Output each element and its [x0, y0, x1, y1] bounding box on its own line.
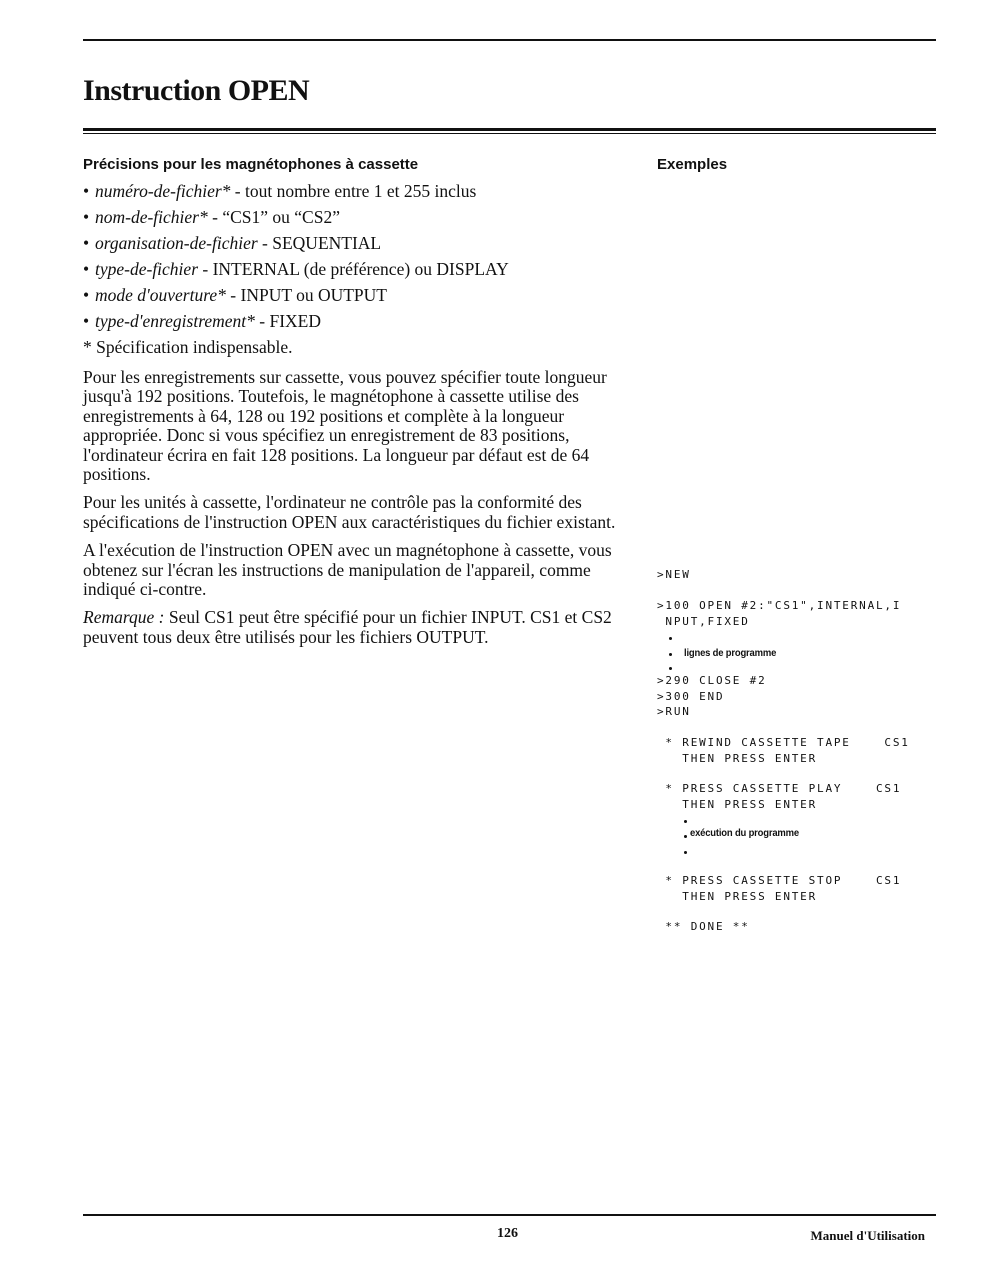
manual-title: Manuel d'Utilisation: [810, 1228, 925, 1243]
spec-term: type-d'enregistrement*: [95, 311, 255, 331]
examples-column: [657, 155, 957, 933]
bullet-icon: •: [83, 311, 90, 331]
section-heading: Précisions pour les magnétophones à cassette: [83, 156, 419, 173]
note-program-lines: lignes de programme: [684, 647, 777, 659]
page-number: 126: [497, 1226, 518, 1241]
spec-item-open-mode: [83, 282, 623, 308]
spec-item-file-organization: [83, 230, 623, 256]
title-rule: [83, 128, 936, 131]
spec-text: - tout nombre entre 1 et 255 inclus: [230, 181, 477, 201]
spec-text: - FIXED: [254, 311, 322, 331]
spec-text: - “CS1” ou “CS2”: [207, 207, 340, 227]
spec-text: - INPUT ou OUTPUT: [225, 285, 387, 305]
code-stop-prompt: * PRESS CASSETTE STOP CS1 THEN PRESS ENTER: [665, 874, 902, 903]
spec-term: organisation-de-fichier: [95, 233, 258, 253]
bullet-icon: •: [83, 207, 90, 227]
spec-item-file-type: [83, 256, 623, 282]
spec-text: - SEQUENTIAL: [257, 233, 382, 253]
spec-item-record-type: [83, 308, 623, 334]
ellipsis-dot: [684, 820, 687, 823]
code-rewind-prompt: * REWIND CASSETTE TAPE CS1 THEN PRESS ENTER: [665, 736, 910, 765]
ellipsis-dot: [684, 835, 687, 838]
code-play-prompt: * PRESS CASSETTE PLAY CS1 THEN PRESS ENTER: [665, 782, 902, 811]
bullet-icon: •: [83, 259, 90, 279]
ellipsis-dot: [669, 637, 672, 640]
bullet-icon: •: [83, 285, 90, 305]
required-note: * Spécification indispensable.: [83, 337, 293, 357]
spec-item-file-name: [83, 204, 623, 230]
spec-term: type-de-fichier: [95, 259, 199, 279]
spec-item-file-number: [83, 178, 623, 204]
paragraph-conformity: Pour les unités à cassette, l'ordinateur ne contrôle pas la conformité des spécifications de l'instruction OPEN aux caractéristiques du fichier existant.: [83, 492, 616, 532]
code-close-end-run: >290 CLOSE #2 >300 END >RUN: [657, 674, 767, 718]
title-rule-thin: [83, 133, 936, 134]
ellipsis-dot: [669, 653, 672, 656]
cassette-section: [83, 155, 623, 656]
examples-heading: Exemples: [657, 156, 728, 173]
paragraph-record-length: Pour les enregistrements sur cassette, vous pouvez spécifier toute longueur jusqu'à 192 positions. Toutefois, le magnétophone à cassette utilise des enregistrements à 64, 128 ou 192 positions et complète à la longueur appropriée. Donc si vous spécifiez un enregistrement de 83 positions, l'ordinateur écrira en fait 128 positions. La longueur par défaut est de 64 positions.: [83, 367, 607, 485]
footer-rule: [83, 1214, 936, 1216]
remark-label: Remarque :: [83, 607, 165, 628]
note-program-execution: exécution du programme: [690, 827, 799, 839]
remark-text: Seul CS1 peut être spécifié pour un fichier INPUT. CS1 et CS2 peuvent tous deux être utilisés pour les fichiers OUTPUT.: [83, 607, 612, 647]
spec-text: - INTERNAL (de préférence) ou DISPLAY: [198, 259, 509, 279]
paragraph-execution: A l'exécution de l'instruction OPEN avec un magnétophone à cassette, vous obtenez sur l'écran les instructions de manipulation de l'appareil, comme indiqué ci-contre.: [83, 540, 612, 600]
ellipsis-dot: [669, 667, 672, 670]
page-title: Instruction OPEN: [83, 74, 310, 107]
code-done: ** DONE **: [657, 920, 750, 933]
top-rule: [83, 39, 936, 41]
spec-term: nom-de-fichier*: [95, 207, 208, 227]
bullet-icon: •: [83, 181, 90, 201]
spec-term: numéro-de-fichier*: [95, 181, 231, 201]
bullet-icon: •: [83, 233, 90, 253]
ellipsis-dot: [684, 851, 687, 854]
remark-paragraph: [83, 608, 623, 647]
spec-term: mode d'ouverture*: [95, 285, 226, 305]
code-open: >100 OPEN #2:"CS1",INTERNAL,I NPUT,FIXED: [657, 599, 902, 628]
code-new: >NEW: [657, 568, 691, 581]
spec-list: [83, 178, 623, 334]
